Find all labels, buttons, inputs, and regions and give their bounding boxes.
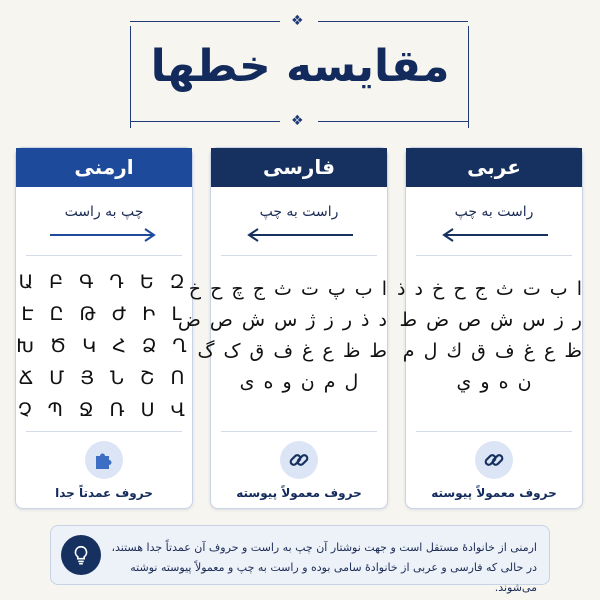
arrow-left-icon — [243, 228, 355, 242]
note-line: در حالی که فارسی و عربی از خانوادهٔ سامی بوده و راست به چپ و معمولاً پیوسته نوشته می‌شوند. — [130, 561, 537, 594]
page-title: مقایسه خطها — [150, 41, 450, 92]
link-icon — [475, 441, 513, 479]
letter-row: د ذ ر ز ژ س ش ص ض — [177, 309, 387, 331]
letter-row: ا ب ت ث ج ح خ د ذ — [397, 278, 582, 300]
divider — [416, 431, 572, 432]
card-header: عربی — [406, 148, 582, 187]
letter-grid — [16, 266, 192, 426]
letter-row: Է Ը Թ Ժ Ի Լ — [21, 303, 187, 325]
direction-label: چپ به راست — [64, 204, 144, 220]
letter-grid — [397, 274, 582, 398]
letter-row: Չ Պ Ջ Ռ Ս Վ — [18, 399, 190, 421]
letter-row: ن ه و ي — [456, 371, 532, 393]
top-ornament-icon: ❖ — [291, 13, 304, 29]
arrow-right-icon — [48, 228, 160, 242]
letter-row: Ճ Մ Յ Ն Շ Ո — [18, 367, 190, 389]
letter-row: ل م ن و ه ی — [239, 371, 359, 393]
bottom-rule-left — [130, 121, 280, 122]
arrow-left-icon — [438, 228, 550, 242]
puzzle-icon — [85, 441, 123, 479]
card-armenian — [15, 147, 193, 509]
card-caption: حروف عمدتاً جدا — [55, 486, 153, 500]
letter-grid — [177, 274, 387, 398]
letter-row: ا ب پ ت ث ج چ ح خ — [188, 278, 387, 300]
card-header: فارسی — [211, 148, 387, 187]
divider — [221, 431, 377, 432]
note-box — [50, 525, 550, 594]
card-header: ارمنی — [16, 148, 192, 187]
letter-row: ط ظ ع غ ف ق ک گ — [197, 340, 387, 362]
note-text — [111, 538, 537, 598]
divider — [221, 255, 377, 256]
letter-row: ظ ع غ ف ق ك ل م — [402, 340, 582, 362]
letter-row: Ա Բ Գ Դ Ե Զ — [18, 271, 190, 293]
card-persian — [177, 147, 388, 509]
letter-row: ر ز س ش ص ض ط — [399, 309, 582, 331]
top-rule-left — [130, 21, 280, 22]
link-icon — [280, 441, 318, 479]
divider — [26, 255, 182, 256]
top-rule-right — [318, 21, 468, 22]
direction-label: راست به چپ — [259, 204, 339, 220]
letter-row: Խ Ծ Կ Հ Ձ Ղ — [16, 335, 192, 357]
bottom-rule-right — [318, 121, 468, 122]
card-arabic — [397, 147, 583, 509]
divider — [416, 255, 572, 256]
lightbulb-icon — [61, 535, 101, 575]
card-caption: حروف معمولاً پیوسته — [431, 486, 557, 500]
note-line: ارمنی از خانوادهٔ مستقل است و جهت نوشتار آن چپ به راست و حروف آن عمدتاً جدا هستند، — [111, 541, 537, 554]
bottom-ornament-icon: ❖ — [291, 113, 304, 129]
direction-label: راست به چپ — [454, 204, 534, 220]
divider — [26, 431, 182, 432]
card-caption: حروف معمولاً پیوسته — [236, 486, 362, 500]
